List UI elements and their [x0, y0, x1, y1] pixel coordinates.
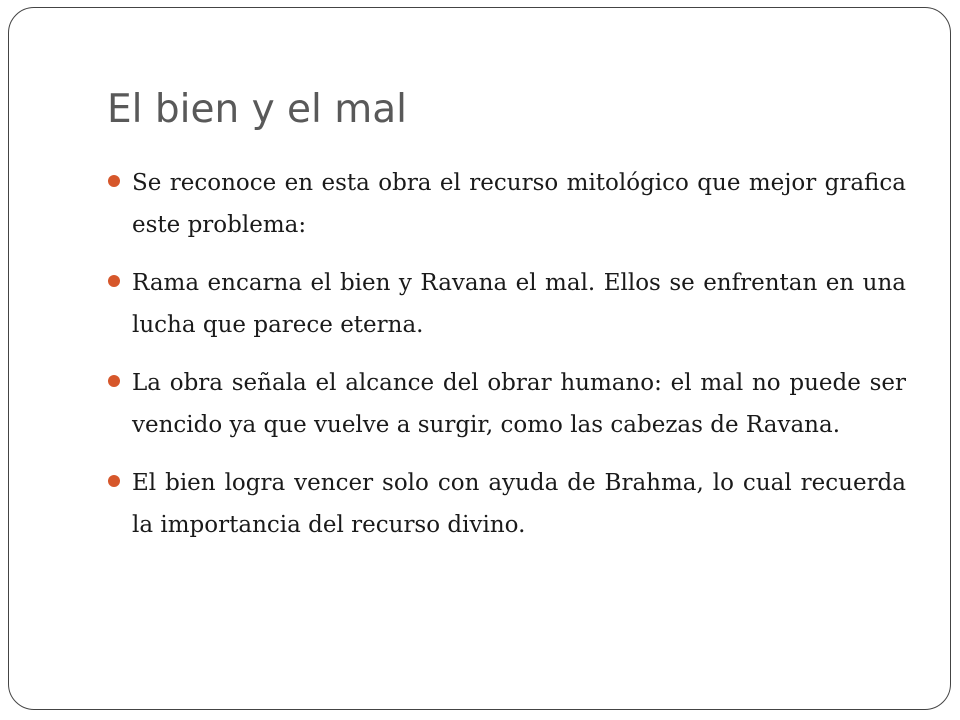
- bullet-dot-icon: [108, 275, 120, 287]
- list-item: [106, 462, 906, 546]
- bullet-text: La obra señala el alcance del obrar humano: el mal no puede ser vencido ya que vuelve a surgir, como las cabezas de Ravana.: [132, 370, 906, 438]
- bullet-dot-icon: [108, 375, 120, 387]
- bullet-text: Rama encarna el bien y Ravana el mal. Ellos se enfrentan en una lucha que parece eterna.: [132, 270, 906, 338]
- list-item: [106, 162, 906, 246]
- list-item: [106, 262, 906, 346]
- slide-title: El bien y el mal: [107, 87, 408, 132]
- bullet-text: Se reconoce en esta obra el recurso mitológico que mejor grafica este problema:: [132, 170, 906, 238]
- bullet-dot-icon: [108, 175, 120, 187]
- bullet-dot-icon: [108, 475, 120, 487]
- list-item: [106, 362, 906, 446]
- bullet-text: El bien logra vencer solo con ayuda de Brahma, lo cual recuerda la importancia del recurso divino.: [132, 470, 906, 538]
- bullet-list: [106, 162, 906, 562]
